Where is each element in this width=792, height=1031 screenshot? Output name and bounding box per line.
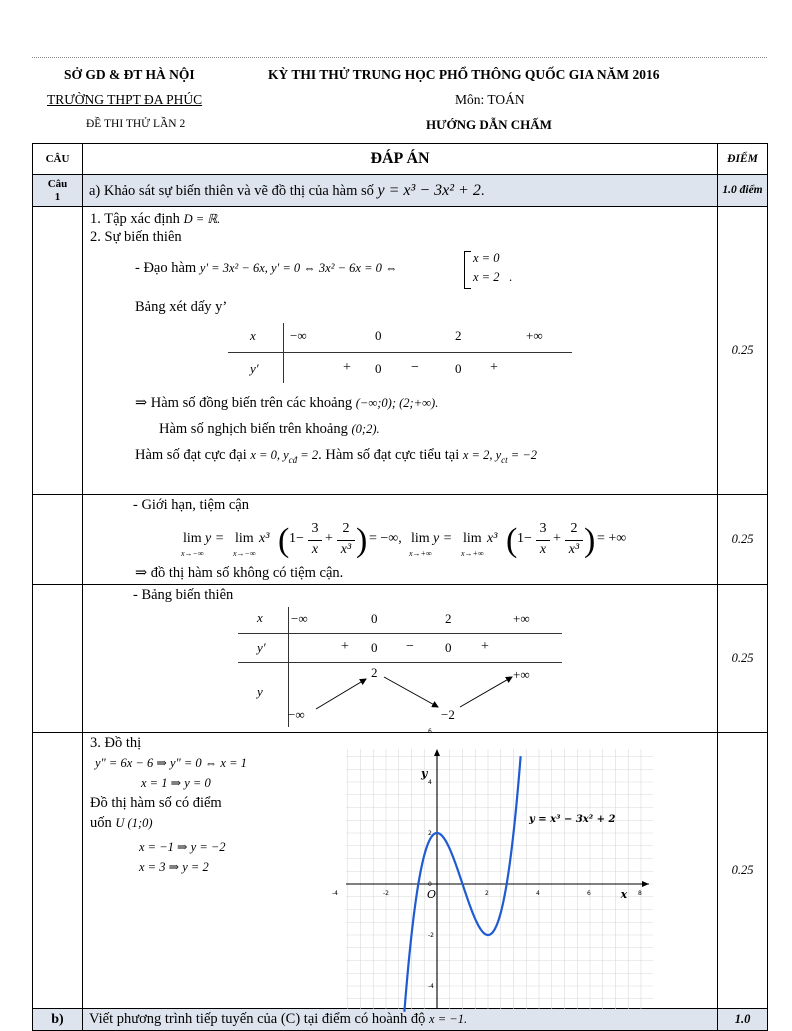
answer-row-1-score: 0.25 xyxy=(718,207,768,495)
limits-heading: - Giới hạn, tiệm cận xyxy=(133,497,249,513)
inflection-text-1: Đồ thị hàm số có điểm xyxy=(90,795,222,811)
lim-3-word: lim xyxy=(411,531,430,546)
sign-table-zero: 0 xyxy=(375,328,382,343)
sign-table-neg-inf: −∞ xyxy=(290,328,307,343)
answer-row-4-cau xyxy=(33,733,83,1009)
point-x-3: x = 3 ⇒ y = 2 xyxy=(139,860,209,874)
answer-row-2-score: 0.25 xyxy=(718,495,768,585)
system-bracket xyxy=(464,251,471,289)
extrema-max-text: Hàm số đạt cực đại xyxy=(135,447,251,463)
inflection-point: U (1;0) xyxy=(115,816,153,830)
question-1b-text xyxy=(83,1009,718,1031)
system-root-2: x = 2 xyxy=(473,270,500,284)
lim-2-result: = +∞ xyxy=(597,531,627,546)
x-tick-label: 2 xyxy=(485,890,489,897)
increasing-line xyxy=(135,395,438,412)
sign-table-hline xyxy=(228,352,572,353)
variation-table-heading: - Bảng biến thiên xyxy=(133,587,234,603)
header-subject: Môn: TOÁN xyxy=(455,92,525,107)
inflection-label: uốn xyxy=(90,815,116,831)
frac-2a-num: 3 xyxy=(539,521,547,536)
lim-1-result: = −∞, xyxy=(369,531,402,546)
function-label: y = x³ − 3x² + 2 xyxy=(529,814,616,825)
question-1b-math: x = −1. xyxy=(429,1012,468,1026)
lim-4-x3: x³ xyxy=(487,531,498,546)
increasing-math: (−∞;0); (2;+∞). xyxy=(355,396,439,410)
increasing-text: ⇒ Hàm số đồng biến trên các khoảng xyxy=(135,395,356,411)
system-root-1: x = 0 xyxy=(473,251,500,265)
domain-math: D = ℝ. xyxy=(183,212,221,226)
sign-table-vline xyxy=(283,323,284,383)
frac-2a-bar xyxy=(536,540,550,541)
x-axis-label: x xyxy=(620,888,628,901)
one-minus-2: 1− xyxy=(517,531,532,546)
var-table-yp: y′ xyxy=(257,640,266,655)
frac-2b-bar xyxy=(565,540,583,541)
answer-row-3-score: 0.25 xyxy=(718,585,768,733)
question-1a-points: 1.0 điểm xyxy=(718,175,768,207)
question-1b-row xyxy=(33,1009,768,1031)
answer-row-1 xyxy=(33,207,768,495)
question-1b-label: b) xyxy=(33,1009,83,1031)
extrema-min-sub: ct xyxy=(501,454,508,465)
var-table-two: 2 xyxy=(445,611,452,626)
lim-4-word: lim xyxy=(463,531,482,546)
arrow-down xyxy=(384,677,438,707)
header-exam-round: ĐỀ THI THỬ LẦN 2 xyxy=(86,118,186,130)
paren-left-2: ( xyxy=(506,522,518,559)
y-tick-label: -4 xyxy=(428,983,434,990)
derivative-label: - Đạo hàm xyxy=(135,260,200,276)
arrow-up-1 xyxy=(316,679,366,709)
sign-table-two: 2 xyxy=(455,328,462,343)
sign-table xyxy=(228,323,572,383)
no-asymptote-line: ⇒ đồ thị hàm số không có tiệm cận. xyxy=(135,565,344,581)
var-table-plus-1: + xyxy=(341,639,349,654)
var-table-min: −2 xyxy=(441,707,455,722)
col-header-cau: CÂU xyxy=(33,144,83,175)
variation-table xyxy=(238,607,562,729)
lim-1-word: lim xyxy=(183,531,202,546)
lim-4-sub: x→+∞ xyxy=(461,549,484,558)
sign-table-pos-inf: +∞ xyxy=(526,328,543,343)
second-derivative: y" = 6x − 6 ⇒ y" = 0 ⇔ x = 1 xyxy=(95,756,247,770)
lim-2-word: lim xyxy=(235,531,254,546)
lim-3-y: y = xyxy=(433,531,453,546)
arrow-up-2 xyxy=(460,677,512,707)
x-tick-label: 8 xyxy=(638,890,642,897)
answer-row-2 xyxy=(33,495,768,585)
header-school: TRƯỜNG THPT ĐA PHÚC xyxy=(47,92,203,107)
y-tick-label: 6 xyxy=(428,728,432,735)
one-minus-1: 1− xyxy=(289,531,304,546)
paren-right-2: ) xyxy=(584,522,596,559)
sign-table-yp: y′ xyxy=(250,361,259,376)
header-guide-title: HƯỚNG DẪN CHẤM xyxy=(426,117,552,132)
x-axis-arrow xyxy=(642,881,649,887)
inflection-x: x = 1 ⇒ y = 0 xyxy=(141,776,211,790)
derivative-line xyxy=(135,260,398,277)
y-tick-label: 2 xyxy=(428,830,432,837)
answer-row-4-score: 0.25 xyxy=(718,733,768,1009)
question-1a-prompt: a) Khảo sát sự biến thiên và vẽ đồ thị của hàm số xyxy=(89,182,378,199)
var-table-x: x xyxy=(257,610,263,625)
x-tick-label: -4 xyxy=(332,890,338,897)
col-header-diem: ĐIỂM xyxy=(718,144,768,175)
plus-2: + xyxy=(553,531,561,546)
var-table-arrows xyxy=(238,607,562,729)
var-table-zero: 0 xyxy=(371,611,378,626)
lim-2-x3: x³ xyxy=(259,531,270,546)
var-table-y: y xyxy=(257,684,263,699)
answer-row-2-content xyxy=(83,495,718,585)
frac-1a-bar xyxy=(308,540,322,541)
answer-row-4-content xyxy=(83,728,718,1009)
answer-row-1-content xyxy=(83,207,718,495)
var-table-y-pos-inf: +∞ xyxy=(513,667,530,682)
question-1-label-a: Câu xyxy=(47,177,68,190)
lim-2-sub: x→−∞ xyxy=(233,549,256,558)
sign-table-plus-1: + xyxy=(343,360,351,375)
header-exam-title: KỲ THI THỬ TRUNG HỌC PHỔ THÔNG QUỐC GIA NĂM 2016 xyxy=(268,67,660,82)
extrema-min-text: . Hàm số đạt cực tiểu tại xyxy=(318,447,463,463)
decreasing-line xyxy=(159,421,380,438)
answer-row-4 xyxy=(33,733,768,1009)
var-table-plus-2: + xyxy=(481,639,489,654)
sign-table-zero-2: 0 xyxy=(375,361,382,376)
var-table-zero-2: 0 xyxy=(371,640,378,655)
y-axis-arrow xyxy=(434,749,440,756)
extrema-max-val: = 2 xyxy=(297,448,319,462)
var-table-pos-inf: +∞ xyxy=(513,611,530,626)
var-table-neg-inf: −∞ xyxy=(291,611,308,626)
point-x-minus-1: x = −1 ⇒ y = −2 xyxy=(139,840,226,854)
var-table-y-neg-inf: −∞ xyxy=(288,707,305,722)
top-dotted-rule xyxy=(32,57,767,58)
header-department: SỞ GD & ĐT HÀ NỘI xyxy=(64,67,195,82)
limits-formula xyxy=(183,521,643,565)
derivative-math: y' = 3x² − 6x, y' = 0 ⇔ 3x² − 6x = 0 ⇔ xyxy=(199,261,398,275)
decreasing-math: (0;2). xyxy=(351,422,380,436)
table-header-row xyxy=(33,144,768,175)
x-tick-label: 6 xyxy=(587,890,591,897)
inflection-text-2 xyxy=(90,815,153,832)
paren-left-1: ( xyxy=(278,522,290,559)
domain-text: 1. Tập xác định xyxy=(90,211,184,227)
question-1a-text: a) Khảo sát sự biến thiên và vẽ đồ thị của hàm số y = x³ − 3x² + 2. xyxy=(83,175,718,207)
extrema-min-math: x = 2, y xyxy=(462,448,502,462)
question-1a-row xyxy=(33,175,768,207)
sign-table-heading: Bảng xét dấy y’ xyxy=(135,299,228,315)
frac-2b-den: x³ xyxy=(568,542,580,557)
question-1b-points: 1.0 xyxy=(718,1009,768,1031)
var-table-zero-3: 0 xyxy=(445,640,452,655)
question-1-label-b: 1 xyxy=(54,190,61,203)
y-tick-label: 0 xyxy=(428,881,432,888)
system-period: . xyxy=(509,270,513,284)
lim-3-sub: x→+∞ xyxy=(409,549,432,558)
y-tick-label: -2 xyxy=(428,932,434,939)
plus-1: + xyxy=(325,531,333,546)
question-1-label xyxy=(33,175,83,207)
origin-label: O xyxy=(427,888,437,901)
variation-heading: 2. Sự biến thiên xyxy=(90,229,182,245)
y-tick-label: 4 xyxy=(428,779,432,786)
frac-1b-den: x³ xyxy=(340,542,352,557)
sign-table-minus: − xyxy=(411,360,419,375)
answer-row-3 xyxy=(33,585,768,733)
graph-heading: 3. Đồ thị xyxy=(90,735,142,751)
answer-row-2-cau xyxy=(33,495,83,585)
answer-row-3-cau xyxy=(33,585,83,733)
decreasing-text: Hàm số nghịch biến trên khoảng xyxy=(159,421,352,437)
frac-1a-den: x xyxy=(311,542,319,557)
answer-table xyxy=(32,143,768,1031)
y-axis-label: y xyxy=(421,767,428,780)
frac-1b-num: 2 xyxy=(342,521,350,536)
question-1a-function: y = x³ − 3x² + 2 xyxy=(377,181,481,199)
lim-1-y: y = xyxy=(205,531,225,546)
var-table-minus: − xyxy=(406,639,414,654)
var-table-max: 2 xyxy=(371,665,378,680)
domain-line xyxy=(90,211,220,228)
frac-2b-num: 2 xyxy=(570,521,578,536)
question-1b-prompt: Viết phương trình tiếp tuyến của (C) tại điểm có hoành độ xyxy=(89,1011,430,1027)
extrema-min-val: = −2 xyxy=(507,448,538,462)
sign-table-plus-2: + xyxy=(490,360,498,375)
function-graph xyxy=(332,728,653,1009)
col-header-dapan: ĐÁP ÁN xyxy=(83,144,718,175)
frac-1a-num: 3 xyxy=(311,521,319,536)
x-tick-label: -2 xyxy=(383,890,389,897)
answer-row-3-content xyxy=(83,585,718,733)
extrema-max-sub: cđ xyxy=(288,454,298,465)
lim-1-sub: x→−∞ xyxy=(181,549,204,558)
paren-right-1: ) xyxy=(356,522,368,559)
sign-table-x: x xyxy=(250,328,256,343)
sign-table-zero-3: 0 xyxy=(455,361,462,376)
extrema-line xyxy=(135,447,537,465)
extrema-max-math: x = 0, y xyxy=(250,448,289,462)
answer-row-1-cau xyxy=(33,207,83,495)
frac-1b-bar xyxy=(337,540,355,541)
frac-2a-den: x xyxy=(539,542,547,557)
x-tick-label: 4 xyxy=(536,890,540,897)
